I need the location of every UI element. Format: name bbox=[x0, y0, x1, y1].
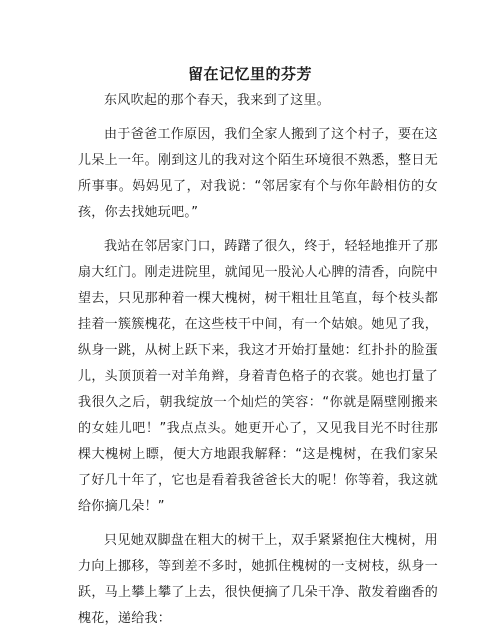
paragraph: 由于爸爸工作原因，我们全家人搬到了这个村子，要在这儿呆上一年。刚到这儿的我对这个陌生环境很不熟悉，整日无所事事。妈妈见了，对我说：“邻居家有个与你年龄相仿的女孩，你去找她玩吧。” bbox=[78, 127, 438, 220]
article-body bbox=[78, 88, 438, 632]
paragraph: 东风吹起的那个春天，我来到了这里。 bbox=[104, 93, 331, 108]
paragraph: 我站在邻居家门口，踌躇了很久，终于，轻轻地推开了那扇大红门。刚走进院里，就闻见一股沁人心脾的清香，向院中望去，只见那种着一棵大槐树，树干粗壮且笔直，每个枝头都挂着一簇簇槐花，在这些枝干中间，有一个姑娘。她见了我，纵身一跳，从树上跃下来，我这才开始打量她：红扑扑的脸蛋儿，头顶顶着一对羊角辫，身着青色格子的衣裳。她也打量了我很久之后，朝我绽放一个灿烂的笑容：“你就是隔壁刚搬来的女娃儿吧！”我点点头。她更开心了，又见我目光不时往那棵大槐树上瞟，便大方地跟我解释：“这是槐树，在我们家呆了好几十年了，它也是看着我爸爸长大的呢！你等着，我这就给你摘几朵！” bbox=[78, 239, 438, 514]
article-title: 留在记忆里的芬芳 bbox=[187, 65, 312, 83]
paragraph: 只见她双脚盘在粗大的树干上，双手紧紧抱住大槐树，用力向上挪移，等到差不多时，她抓住槐树的一支树枝，纵身一跃，马上攀上攀了上去，很快便摘了几朵干净、散发着幽香的槐花，递给我： bbox=[78, 533, 438, 626]
